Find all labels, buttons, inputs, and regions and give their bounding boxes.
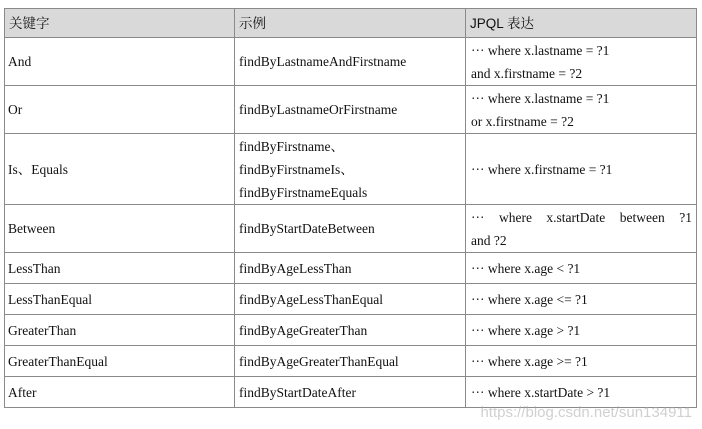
example-cell: [235, 315, 466, 346]
keyword-cell: Or: [5, 86, 235, 134]
keyword-cell: Between: [5, 205, 235, 253]
example-cell: [235, 134, 466, 205]
jpql-line: and x.firstname = ?2: [471, 65, 583, 81]
example-line: findByAgeLessThan: [239, 260, 352, 276]
jpql-word: x.startDate: [546, 209, 606, 225]
table-row: [5, 205, 697, 253]
header-example: 示例: [235, 9, 466, 38]
example-cell: [235, 284, 466, 315]
jpql-line: ··· where x.age >= ?1: [471, 353, 588, 369]
jpql-line-justified: [471, 206, 693, 229]
watermark: https://blog.csdn.net/sun134911: [480, 404, 692, 421]
jpql-cell: [466, 315, 697, 346]
example-line: findByAgeGreaterThanEqual: [239, 353, 399, 369]
table-row: [5, 346, 697, 377]
jpql-cell: [466, 205, 697, 253]
jpql-word: ?1: [679, 209, 692, 225]
example-cell: [235, 38, 466, 86]
jpql-cell: [466, 86, 697, 134]
jpql-cell: [466, 346, 697, 377]
table-row: [5, 86, 697, 134]
table-header-row: [5, 9, 697, 38]
jpql-word: where: [498, 209, 532, 225]
example-line: findByFirstnameEquals: [239, 184, 368, 200]
keyword-cell: LessThanEqual: [5, 284, 235, 315]
jpql-cell: [466, 38, 697, 86]
jpql-cell: [466, 253, 697, 284]
header-keyword: 关键字: [5, 9, 235, 38]
table-row: [5, 377, 697, 408]
example-line: findByFirstnameIs、: [239, 161, 354, 177]
jpql-line: ··· where x.age < ?1: [471, 260, 581, 276]
jpql-line: ··· where x.age <= ?1: [471, 291, 588, 307]
example-cell: [235, 377, 466, 408]
jpql-line: ··· where x.lastname = ?1: [471, 90, 610, 106]
example-line: findByFirstname、: [239, 138, 344, 154]
example-line: findByLastnameOrFirstname: [239, 102, 398, 117]
table-row: [5, 38, 697, 86]
jpql-cell: [466, 134, 697, 205]
jpql-line: and ?2: [471, 232, 507, 248]
jpql-word: between: [619, 209, 665, 225]
table-row: [5, 134, 697, 205]
example-line: findByLastnameAndFirstname: [239, 54, 407, 69]
jpql-line: ··· where x.firstname = ?1: [471, 161, 613, 177]
example-line: findByStartDateAfter: [239, 384, 356, 400]
example-cell: [235, 346, 466, 377]
example-cell: [235, 205, 466, 253]
keyword-cell: After: [5, 377, 235, 408]
jpql-line: ··· where x.lastname = ?1: [471, 42, 610, 58]
keyword-cell: And: [5, 38, 235, 86]
keyword-cell: GreaterThanEqual: [5, 346, 235, 377]
jpql-cell: [466, 284, 697, 315]
example-line: findByAgeLessThanEqual: [239, 291, 383, 307]
header-jpql: JPQL 表达: [466, 9, 697, 38]
keyword-cell: Is、Equals: [5, 134, 235, 205]
keyword-cell: LessThan: [5, 253, 235, 284]
example-cell: [235, 253, 466, 284]
jpql-cell: [466, 377, 697, 408]
keyword-cell: GreaterThan: [5, 315, 235, 346]
table-row: [5, 284, 697, 315]
example-line: findByStartDateBetween: [239, 221, 375, 236]
jpql-keyword-table: [4, 8, 697, 408]
table-row: [5, 253, 697, 284]
jpql-word: ···: [471, 209, 485, 225]
example-line: findByAgeGreaterThan: [239, 322, 368, 338]
jpql-line: ··· where x.startDate > ?1: [471, 384, 611, 400]
jpql-line: ··· where x.age > ?1: [471, 322, 581, 338]
example-cell: [235, 86, 466, 134]
table-row: [5, 315, 697, 346]
jpql-line: or x.firstname = ?2: [471, 113, 574, 129]
jpql-keyword-table-container: [4, 8, 696, 408]
